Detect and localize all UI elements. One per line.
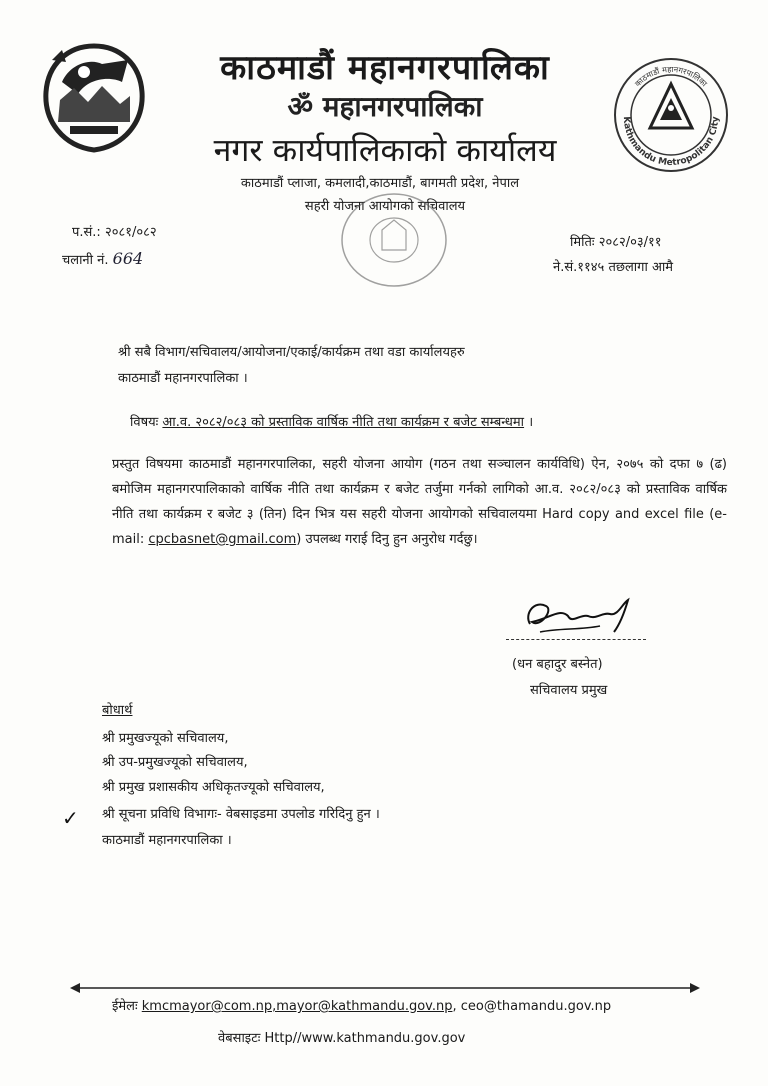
reference-label: प.सं.: <box>72 225 101 240</box>
secretariat-name: सहरी योजना आयोगको सचिवालय <box>304 199 466 214</box>
subject-text: आ.व. २०८२/०८३ को प्रस्ताविक वार्षिक नीति तथा कार्यक्रम र बजेट सम्बन्धमा <box>162 415 525 430</box>
footer-email-label: ईमेलः <box>112 999 138 1014</box>
seal-top-text: काठमाडौं महानगरपालिका <box>633 64 709 89</box>
footer-email-rest[interactable]: , ceo@thamandu.gov.np <box>452 999 612 1014</box>
dispatch-number <box>62 250 143 270</box>
subject-label: विषयः <box>130 415 159 430</box>
date-value: २०८२/०३/११ <box>598 235 662 250</box>
signatory-title: सचिवालय प्रमुख <box>530 683 608 698</box>
footer-email-link[interactable]: kmcmayor@com.np,mayor@kathmandu.gov.np <box>141 999 453 1014</box>
cc-heading: बोधार्थ <box>102 703 133 718</box>
signature <box>510 594 640 640</box>
subject-line <box>130 412 533 430</box>
cc-item: श्री उप-प्रमुखज्यूको सचिवालय, <box>102 755 248 770</box>
footer-website-link[interactable]: Http//www.kathmandu.gov.gov <box>264 1031 466 1046</box>
nepal-samvat-date: ने.सं.११४५ तछलागा आमै <box>553 260 674 275</box>
kmc-seal-logo <box>612 56 730 174</box>
recipient-line-2: काठमाडौं महानगरपालिका । <box>118 371 248 386</box>
reference-number <box>72 224 157 242</box>
body-text-end: ) उपलब्ध गराई दिनु हुन अनुरोध गर्दछु। <box>296 532 478 547</box>
organization-subtitle: ॐ महानगरपालिका <box>287 90 483 123</box>
recipient-line-1: श्री सबै विभाग/सचिवालय/आयोजना/एकाई/कार्यक्रम तथा वडा कार्यालयहरु <box>118 345 465 360</box>
footer-website <box>218 1028 465 1046</box>
dispatch-value: 664 <box>112 249 144 268</box>
office-address: काठमाडौं प्लाजा, कमलादी,काठमाडौं, बागमती प्रदेश, नेपाल <box>240 176 520 191</box>
signature-line <box>506 639 646 640</box>
contact-email-link[interactable]: cpcbasnet@gmail.com <box>148 532 297 547</box>
body-paragraph <box>112 452 727 552</box>
signatory-name: (धन बहादुर बस्नेत) <box>512 657 603 672</box>
date-label: मितिः <box>570 235 595 250</box>
nepal-emblem-logo <box>40 42 148 154</box>
reference-value: २०८१/०८२ <box>104 225 157 240</box>
footer-divider <box>70 982 700 994</box>
dispatch-label: चलानी नं. <box>62 253 109 268</box>
svg-text:Kathmandu Metropolitan City <box>621 116 721 168</box>
body-text: प्रस्तुत विषयमा काठमाडौं महानगरपालिका, सहरी योजना आयोग (गठन तथा सञ्चालन कार्यविधि) ऐन, २०७५ को दफा ७ (ढ) बमोजिम महानगरपालिकाको वार्षिक नीति तथा कार्यक्रम र बजेट तर्जुमा गर्नको लागिको आ.व. २०८२/०८३ को प्रस्ताविक वार्षिक नीति तथा कार्यक्रम र बजेट ३ (तिन) दिन भित्र यस सहरी योजना आयोगको सचिवालयमा Hard copy and excel file (e-mail: <box>112 457 727 547</box>
cc-item: श्री प्रमुख प्रशासकीय अधिकृतज्यूको सचिवालय, <box>102 780 325 795</box>
footer-email <box>112 996 611 1014</box>
subject-end: । <box>524 415 534 430</box>
faint-office-stamp <box>338 190 450 290</box>
cc-item: काठमाडौं महानगरपालिका । <box>102 833 232 848</box>
cc-item: श्री सूचना प्रविधि विभागः- वेबसाइडमा उपलोड गरिदिनु हुन । <box>102 807 380 822</box>
document-date <box>570 234 662 252</box>
office-name: नगर कार्यपालिकाको कार्यालय <box>213 131 557 169</box>
footer-website-label: वेबसाइटः <box>218 1031 261 1046</box>
checkmark-icon: ✓ <box>62 806 79 830</box>
seal-bottom-text: Kathmandu Metropolitan City <box>620 116 722 169</box>
organization-title: काठमाडौं महानगरपालिका <box>220 48 550 88</box>
cc-item: श्री प्रमुखज्यूको सचिवालय, <box>102 731 229 746</box>
